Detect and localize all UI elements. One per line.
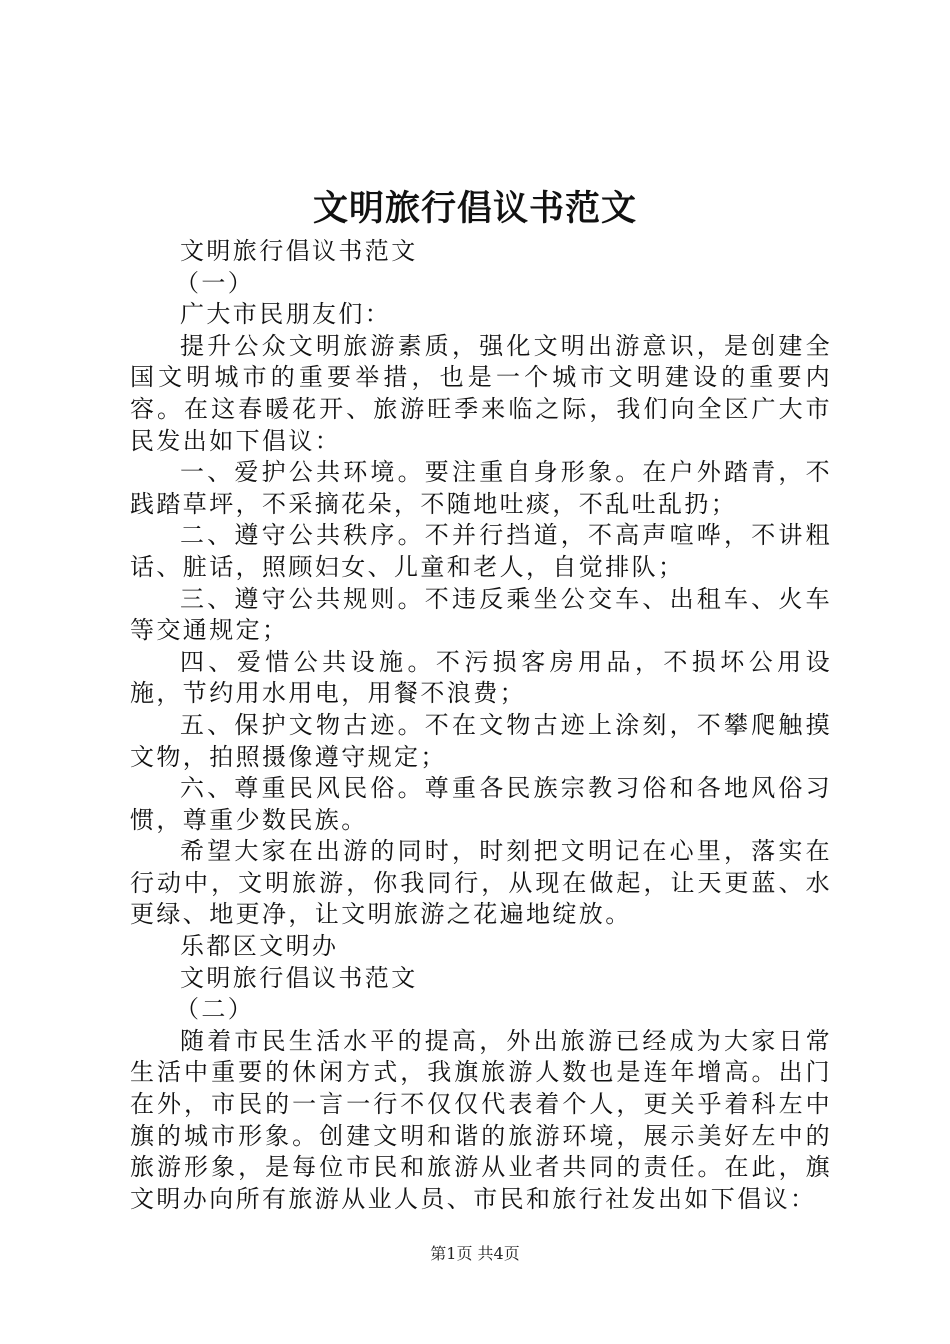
section-number: （二） [175, 995, 255, 1024]
paragraph: 希望大家在出游的同时，时刻把文明记在心里，落实在行动中，文明旅游，你我同行，从现在做起，让天更蓝、水更绿、地更净，让文明旅游之花遍地绽放。 [130, 837, 832, 929]
paragraph: 随着市民生活水平的提高，外出旅游已经成为大家日常生活中重要的休闲方式，我旗旅游人数也是连年增高。出门在外，市民的一言一行不仅仅代表着个人，更关乎着科左中旗的城市形象。创建文明和谐的旅游环境，展示美好左中的旅游形象，是每位市民和旅游从业者共同的责任。在此，旗文明办向所有旅游从业人员、市民和旅行社发出如下倡议： [130, 1026, 832, 1213]
section-heading: 文明旅行倡议书范文 [180, 963, 418, 992]
section-heading: 文明旅行倡议书范文 [180, 237, 418, 265]
paragraph: 四、爱惜公共设施。不污损客房用品，不损坏公用设施，节约用水用电，用餐不浪费； [130, 647, 832, 708]
paragraph: 广大市民朋友们： [180, 300, 392, 329]
section-number: （一） [175, 268, 255, 297]
paragraph: 一、爱护公共环境。要注重自身形象。在户外踏青，不践踏草坪，不采摘花朵，不随地吐痰，不乱吐乱扔； [130, 458, 832, 518]
paragraph: 乐都区文明办 [180, 932, 339, 961]
paragraph: 提升公众文明旅游素质，强化文明出游意识，是创建全国文明城市的重要举措，也是一个城市文明建设的重要内容。在这春暖花开、旅游旺季来临之际，我们向全区广大市民发出如下倡议： [130, 331, 832, 455]
document-title: 文明旅行倡议书范文 [312, 188, 637, 229]
document-body [130, 236, 832, 1215]
paragraph: 二、遵守公共秩序。不并行挡道，不高声喧哗，不讲粗话、脏话，照顾妇女、儿童和老人，自觉排队； [130, 521, 832, 581]
paragraph: 五、保护文物古迹。不在文物古迹上涂刻，不攀爬触摸文物，拍照摄像遵守规定； [130, 710, 832, 771]
paragraph: 六、尊重民风民俗。尊重各民族宗教习俗和各地风俗习惯，尊重少数民族。 [130, 774, 832, 834]
paragraph: 三、遵守公共规则。不违反乘坐公交车、出租车、火车等交通规定； [130, 584, 832, 645]
page-footer: 第1页 共4页 [430, 1244, 520, 1263]
